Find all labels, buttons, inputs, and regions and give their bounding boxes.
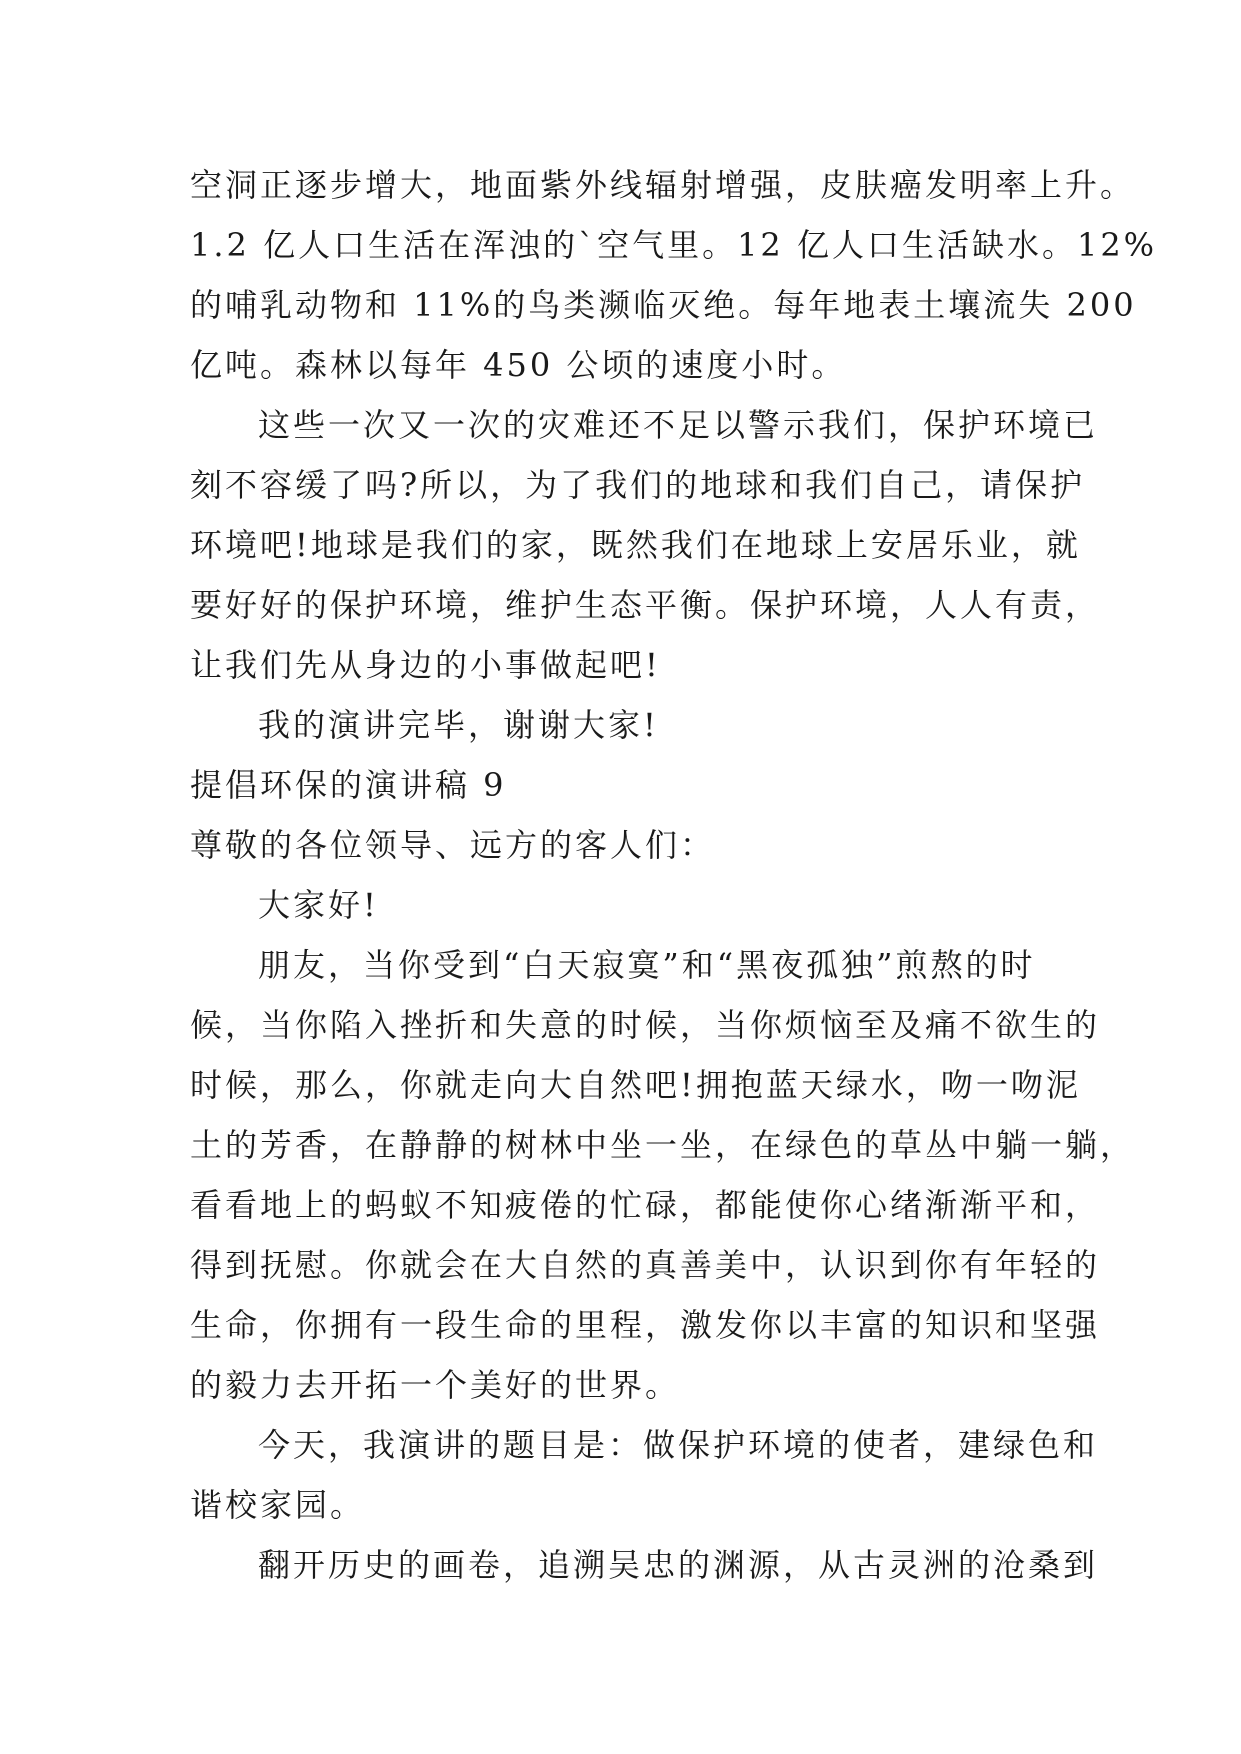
text-line: 我的演讲完毕，谢谢大家! — [258, 706, 659, 744]
text-line: 亿吨。森林以每年 450 公顷的速度小时。 — [190, 346, 847, 384]
salutation: 尊敬的各位领导、远方的客人们： — [190, 826, 716, 864]
document-body — [190, 155, 1158, 1595]
text-line: 得到抚慰。你就会在大自然的真善美中，认识到你有年轻的 — [190, 1246, 1101, 1284]
text-line: 环境吧!地球是我们的家，既然我们在地球上安居乐业，就 — [190, 526, 1081, 564]
text-line: 这些一次又一次的灾难还不足以警示我们，保护环境已 — [258, 406, 1099, 444]
text-line: 看看地上的蚂蚁不知疲倦的忙碌，都能使你心绪渐渐平和， — [190, 1186, 1101, 1224]
text-line: 时候，那么，你就走向大自然吧!拥抱蓝天绿水，吻一吻泥 — [190, 1066, 1081, 1104]
text-line: 的哺乳动物和 11%的鸟类濒临灭绝。每年地表土壤流失 200 — [190, 286, 1137, 324]
text-line: 空洞正逐步增大，地面紫外线辐射增强，皮肤癌发明率上升。 — [190, 166, 1136, 204]
text-line: 生命，你拥有一段生命的里程，激发你以丰富的知识和坚强 — [190, 1306, 1101, 1344]
text-line: 刻不容缓了吗?所以，为了我们的地球和我们自己，请保护 — [190, 466, 1086, 504]
text-line: 的毅力去开拓一个美好的世界。 — [190, 1366, 681, 1404]
text-line: 要好好的保护环境，维护生态平衡。保护环境，人人有责， — [190, 586, 1101, 624]
text-line: 翻开历史的画卷，追溯吴忠的渊源，从古灵洲的沧桑到 — [258, 1546, 1099, 1584]
section-title: 提倡环保的演讲稿 9 — [190, 766, 507, 804]
text-line: 谐校家园。 — [190, 1486, 366, 1524]
text-line: 让我们先从身边的小事做起吧! — [190, 646, 661, 684]
text-line: 候，当你陷入挫折和失意的时候，当你烦恼至及痛不欲生的 — [190, 1006, 1101, 1044]
greeting: 大家好! — [258, 886, 379, 924]
text-line: 1.2 亿人口生活在浑浊的`空气里。12 亿人口生活缺水。12% — [190, 226, 1158, 264]
text-line: 今天，我演讲的题目是：做保护环境的使者，建绿色和 — [258, 1426, 1099, 1464]
text-line: 土的芳香，在静静的树林中坐一坐，在绿色的草丛中躺一躺， — [190, 1126, 1136, 1164]
text-line: 朋友，当你受到“白天寂寞”和“黑夜孤独”煎熬的时 — [258, 946, 1036, 984]
